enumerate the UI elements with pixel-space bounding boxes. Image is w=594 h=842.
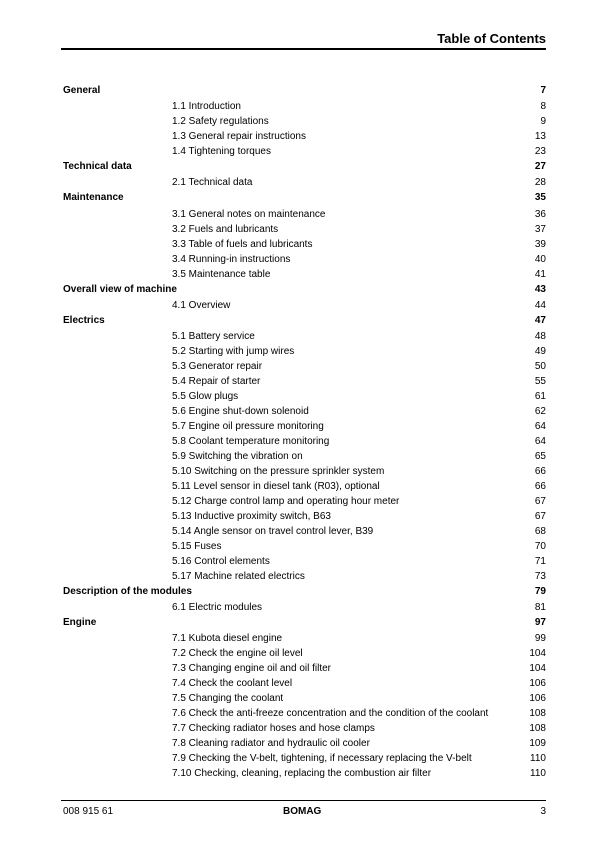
toc-entry-title: 5.1 Battery service: [172, 330, 255, 342]
toc-entry-page: 41: [534, 268, 546, 280]
toc-entry-title: 2.1 Technical data: [172, 177, 253, 189]
toc-section-entry[interactable]: [63, 494, 546, 509]
toc-section-entry[interactable]: [63, 479, 546, 494]
toc-section-entry[interactable]: [63, 419, 546, 434]
toc-section-entry[interactable]: [63, 359, 546, 374]
brand-name: BOMAG: [283, 806, 322, 817]
toc-section-entry[interactable]: [63, 676, 546, 691]
toc-entry-page: 65: [534, 450, 546, 462]
toc-entry-title: 5.15 Fuses: [172, 540, 222, 552]
toc-entry-page: 36: [534, 208, 546, 220]
toc-entry-title: 7.2 Check the engine oil level: [172, 648, 303, 660]
toc-entry-title: Technical data: [63, 161, 132, 173]
toc-entry-page: 70: [534, 540, 546, 552]
toc-entry-title: 4.1 Overview: [172, 299, 231, 311]
toc-entry-page: 67: [534, 495, 546, 507]
toc-entry-title: 7.4 Check the coolant level: [172, 678, 293, 690]
toc-section-entry[interactable]: [63, 329, 546, 344]
toc-entry-title: Engine: [63, 617, 97, 629]
toc-entry-title: 7.3 Changing engine oil and oil filter: [172, 663, 331, 675]
toc-entry-title: 5.8 Coolant temperature monitoring: [172, 435, 330, 447]
toc-entry-page: 47: [534, 314, 546, 326]
toc-entry-page: 73: [534, 570, 546, 582]
toc-entry-title: 1.3 General repair instructions: [172, 131, 306, 143]
toc-entry-page: 13: [534, 131, 546, 143]
toc-entry-title: Overall view of machine: [63, 283, 177, 295]
toc-entry-page: 71: [534, 555, 546, 567]
toc-section-entry[interactable]: [63, 539, 546, 554]
toc-section-entry[interactable]: [63, 721, 546, 736]
toc-entry-page: 48: [534, 330, 546, 342]
toc-entry-title: 5.3 Generator repair: [172, 360, 263, 372]
toc-entry-page: 66: [534, 480, 546, 492]
toc-entry-title: 3.4 Running-in instructions: [172, 253, 291, 265]
toc-entry-title: 1.2 Safety regulations: [172, 116, 269, 128]
toc-section-entry[interactable]: [63, 114, 546, 129]
toc-entry-title: Maintenance: [63, 192, 124, 204]
toc-entry-page: 108: [529, 723, 546, 735]
toc-entry-page: 37: [534, 223, 546, 235]
toc-entry-title: 5.14 Angle sensor on travel control lever, B39: [172, 525, 374, 537]
toc-entry-page: 49: [534, 345, 546, 357]
toc-entry-page: 8: [540, 101, 546, 113]
toc-section-entry[interactable]: [63, 464, 546, 479]
toc-entry-page: 67: [534, 510, 546, 522]
toc-entry-page: 39: [534, 238, 546, 250]
toc-entry-title: 5.17 Machine related electrics: [172, 570, 305, 582]
toc-entry-page: 106: [529, 693, 546, 705]
toc-entry-title: 6.1 Electric modules: [172, 602, 263, 614]
toc-section-entry[interactable]: [63, 144, 546, 159]
toc-entry-page: 28: [534, 177, 546, 189]
toc-entry-page: 23: [534, 146, 546, 158]
toc-entry-page: 27: [534, 161, 546, 173]
toc-entry-page: 43: [534, 283, 546, 295]
toc-entry-page: 9: [540, 116, 546, 128]
toc-entry-page: 61: [534, 390, 546, 402]
toc-section-entry[interactable]: [63, 449, 546, 464]
toc-entry-page: 104: [529, 648, 546, 660]
toc-entry-title: 1.1 Introduction: [172, 101, 241, 113]
toc-chapter-entry[interactable]: [63, 159, 546, 175]
toc-entry-title: 5.7 Engine oil pressure monitoring: [172, 420, 324, 432]
toc-entry-page: 62: [534, 405, 546, 417]
toc-section-entry[interactable]: [63, 344, 546, 359]
toc-entry-page: 104: [529, 663, 546, 675]
toc-section-entry[interactable]: [63, 374, 546, 389]
toc-entry-title: 5.5 Glow plugs: [172, 390, 239, 402]
toc-section-entry[interactable]: [63, 631, 546, 646]
toc-section-entry[interactable]: [63, 298, 546, 313]
toc-entry-page: 81: [534, 602, 546, 614]
toc-section-entry[interactable]: [63, 389, 546, 404]
toc-section-entry[interactable]: [63, 252, 546, 267]
toc-entry-title: 7.7 Checking radiator hoses and hose clamps: [172, 723, 375, 735]
toc-entry-page: 110: [530, 768, 546, 780]
toc-section-entry[interactable]: [63, 691, 546, 706]
toc-section-entry[interactable]: [63, 237, 546, 252]
toc-section-entry[interactable]: [63, 661, 546, 676]
page-title: Table of Contents: [437, 31, 546, 46]
toc-section-entry[interactable]: [63, 524, 546, 539]
toc-entry-title: 3.3 Table of fuels and lubricants: [172, 238, 313, 250]
toc-entry-page: 66: [534, 465, 546, 477]
toc-section-entry[interactable]: [63, 736, 546, 751]
footer-divider: [61, 800, 546, 801]
toc-entry-title: 3.1 General notes on maintenance: [172, 208, 326, 220]
toc-chapter-entry[interactable]: [63, 615, 546, 631]
toc-entry-page: 68: [534, 525, 546, 537]
page-number: 3: [540, 806, 546, 817]
toc-entry-title: 5.16 Control elements: [172, 555, 270, 567]
toc-chapter-entry[interactable]: [63, 83, 546, 99]
toc-entry-page: 109: [529, 738, 546, 750]
toc-section-entry[interactable]: [63, 569, 546, 584]
toc-section-entry[interactable]: [63, 434, 546, 449]
toc-section-entry[interactable]: [63, 600, 546, 615]
toc-entry-title: 3.2 Fuels and lubricants: [172, 223, 279, 235]
toc-entry-title: Electrics: [63, 314, 105, 326]
toc-entry-page: 55: [534, 375, 546, 387]
toc-entry-title: 7.9 Checking the V-belt, tightening, if necessary replacing the V-belt: [172, 753, 472, 765]
toc-chapter-entry[interactable]: [63, 190, 546, 206]
toc-section-entry[interactable]: [63, 554, 546, 569]
toc-section-entry[interactable]: [63, 207, 546, 222]
toc-entry-title: 5.9 Switching the vibration on: [172, 450, 303, 462]
toc-chapter-entry[interactable]: [63, 313, 546, 329]
toc-entry-title: 5.11 Level sensor in diesel tank (R03), optional: [172, 480, 380, 492]
toc-chapter-entry[interactable]: [63, 282, 546, 298]
toc-section-entry[interactable]: [63, 222, 546, 237]
toc-entry-page: 99: [534, 633, 546, 645]
toc-entry-page: 40: [534, 253, 546, 265]
toc-entry-page: 50: [534, 360, 546, 372]
toc-entry-title: 7.5 Changing the coolant: [172, 693, 284, 705]
toc-entry-page: 64: [534, 420, 546, 432]
toc-entry-title: 5.6 Engine shut-down solenoid: [172, 405, 309, 417]
toc-entry-page: 110: [530, 753, 546, 765]
toc-entry-page: 79: [534, 585, 546, 597]
toc-entry-title: 5.4 Repair of starter: [172, 375, 261, 387]
toc-entry-page: 64: [534, 435, 546, 447]
toc-section-entry[interactable]: [63, 99, 546, 114]
toc-entry-title: 3.5 Maintenance table: [172, 268, 271, 280]
toc-section-entry[interactable]: [63, 766, 546, 781]
toc-section-entry[interactable]: [63, 706, 546, 721]
toc-entry-page: 44: [534, 299, 546, 311]
toc-entry-title: 5.10 Switching on the pressure sprinkler system: [172, 465, 385, 477]
header-divider: [61, 48, 546, 50]
toc-entry-page: 35: [534, 192, 546, 204]
toc-chapter-entry[interactable]: [63, 584, 546, 600]
toc-section-entry[interactable]: [63, 751, 546, 766]
toc-entry-title: General: [63, 85, 101, 96]
toc-entry-page: 97: [534, 617, 546, 629]
toc-entry-page: 7: [540, 85, 546, 96]
toc-section-entry[interactable]: [63, 646, 546, 661]
toc-section-entry[interactable]: [63, 129, 546, 144]
toc-entry-title: Description of the modules: [63, 585, 192, 597]
toc-entry-title: 7.6 Check the anti-freeze concentration and the condition of the coolant: [172, 708, 489, 720]
toc-section-entry[interactable]: [63, 175, 546, 190]
toc-entry-title: 7.1 Kubota diesel engine: [172, 633, 283, 645]
toc-entry-page: 106: [529, 678, 546, 690]
toc-section-entry[interactable]: [63, 509, 546, 524]
document-number: 008 915 61: [63, 806, 114, 817]
toc-section-entry[interactable]: [63, 267, 546, 282]
toc-entry-title: 7.8 Cleaning radiator and hydraulic oil cooler: [172, 738, 370, 750]
toc-section-entry[interactable]: [63, 404, 546, 419]
toc-entry-title: 7.10 Checking, cleaning, replacing the combustion air filter: [172, 768, 432, 780]
toc-entry-title: 5.13 Inductive proximity switch, B63: [172, 510, 331, 522]
toc-entry-title: 5.12 Charge control lamp and operating hour meter: [172, 495, 400, 507]
toc-entry-title: 1.4 Tightening torques: [172, 146, 271, 158]
table-of-contents: [63, 83, 546, 781]
toc-entry-title: 5.2 Starting with jump wires: [172, 345, 295, 357]
toc-entry-page: 108: [529, 708, 546, 720]
